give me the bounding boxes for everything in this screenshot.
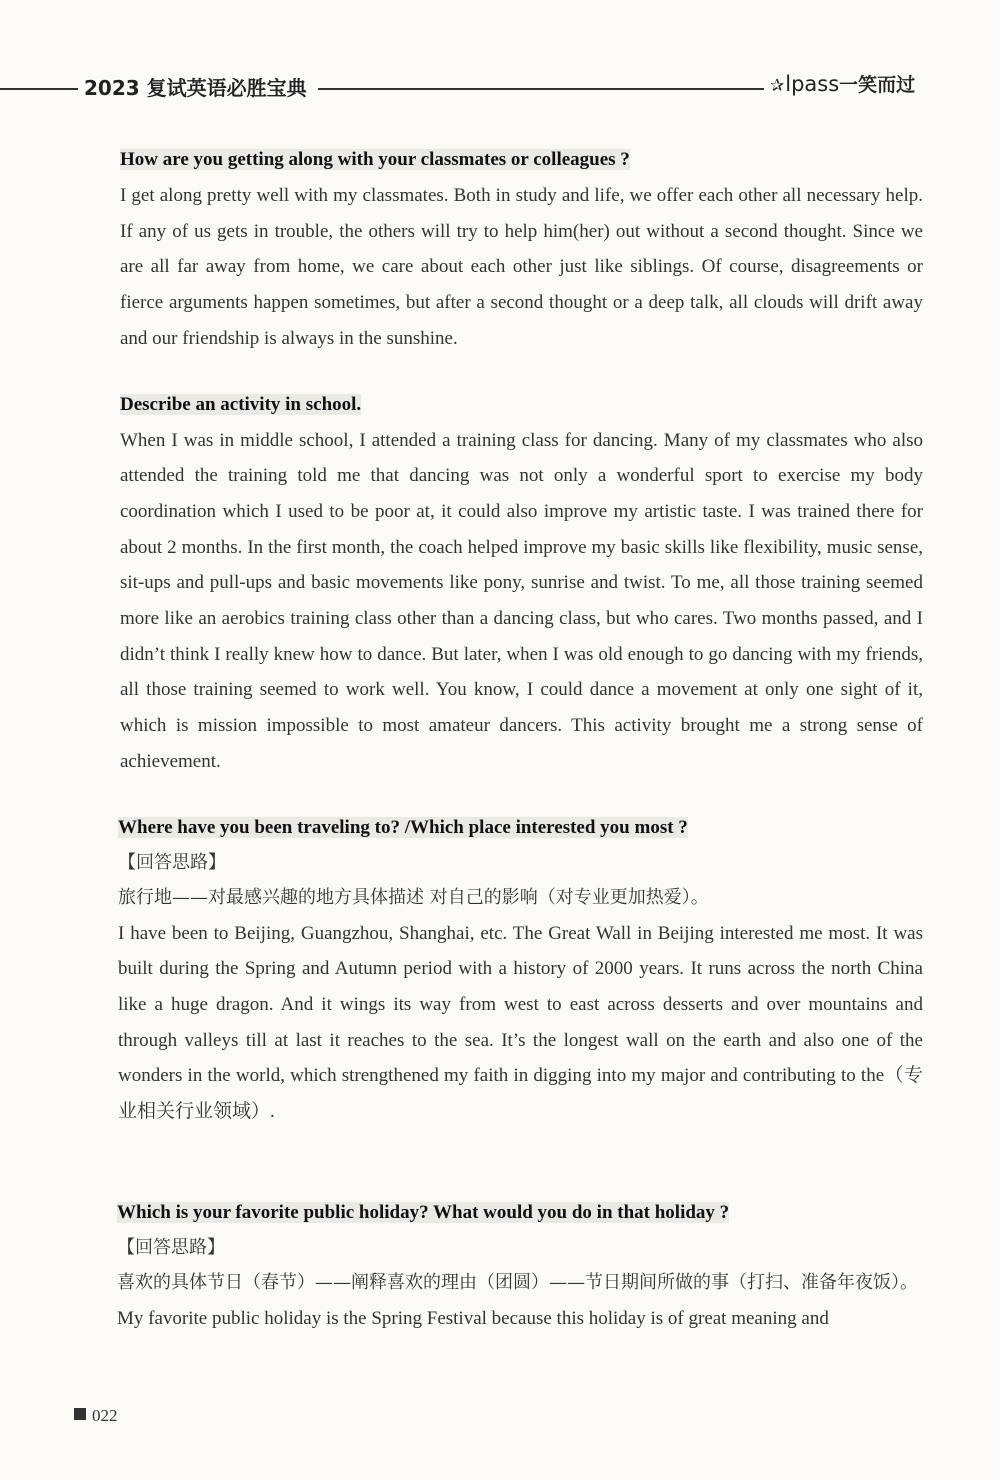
brand-slogan: 一笑而过 [839,74,916,96]
page-number: 022 [92,1406,118,1425]
brand-logo [770,70,915,97]
question-heading: How are you getting along with your classmates or colleagues ? [120,149,630,170]
question-heading: Describe an activity in school. [120,393,362,415]
book-title: 2023 复试英语必胜宝典 [84,76,307,100]
qa-section [120,390,923,780]
page-header [0,68,1000,108]
star-icon: ✰ [770,76,785,96]
answer-paragraph: When I was in middle school, I attended a training class for dancing. Many of my classmates who also attended the training told me that dancing was not only a wonderful sport to exercise my body coordination which I used to be poor at, it could also improve my artistic taste. I was trained there for about 2 months. In the first month, the coach helped improve my basic skills like flexibility, music sense, sit-ups and pull-ups and basic movements like pony, sunrise and twist. To me, all those training seemed more like an aerobics training class other than a dancing class, but who cares. Two months passed, and I didn’t think I really knew how to dance. But later, when I was old enough to go dancing with my friends, all those training seemed to work well. You know, I could dance a movement at only one sight of it, which is mission impossible to most amateur dancers. This activity brought me a strong sense of achievement. [120,429,923,772]
answer-paragraph: My favorite public holiday is the Spring Festival because this holiday is of great meaning and [117,1307,829,1329]
qa-section [120,145,923,357]
question-heading: Where have you been traveling to? /Which place interested you most ? [118,816,688,838]
qa-section [118,813,923,1130]
square-bullet-icon [74,1408,86,1420]
answer-outline-label: 【回答思路】 [118,851,226,873]
answer-paragraph: I have been to Beijing, Guangzhou, Shanghai, etc. The Great Wall in Beijing interested me most. It was built during the Spring and Autumn period with a history of 2000 years. It runs across the north China like a huge dragon. And it wings its way from west to east across desserts and over mountains and through valleys till at last it reaches to the sea. It’s the longest wall on the earth and also one of the wonders in the world, which strengthened my faith in digging into my major and contributing to the（专业相关行业领域）. [118,922,923,1123]
answer-paragraph: I get along pretty well with my classmates. Both in study and life, we offer each other all necessary help. If any of us gets in trouble, the others will try to help him(her) out without a second thought. Since we are all far away from home, we care about each other just like siblings. Of course, disagreements or fierce arguments happen sometimes, but after a second thought or a deep talk, all clouds will drift away and our friendship is always in the sunshine. [120,185,923,349]
answer-outline-label: 【回答思路】 [117,1236,225,1258]
answer-outline: 旅行地——对最感兴趣的地方具体描述 对自己的影响（对专业更加热爱）。 [118,886,709,908]
page-content [117,145,923,1369]
qa-section [117,1198,923,1337]
question-heading: Which is your favorite public holiday? What would you do in that holiday ? [117,1201,730,1223]
answer-outline: 喜欢的具体节日（春节）——阐释喜欢的理由（团圆）——节日期间所做的事（打扫、准备年夜饭）。 [117,1271,918,1293]
page-footer [74,1406,118,1426]
header-rule-middle [318,88,764,90]
header-rule-left [0,88,78,90]
brand-name: lpass [785,72,840,96]
